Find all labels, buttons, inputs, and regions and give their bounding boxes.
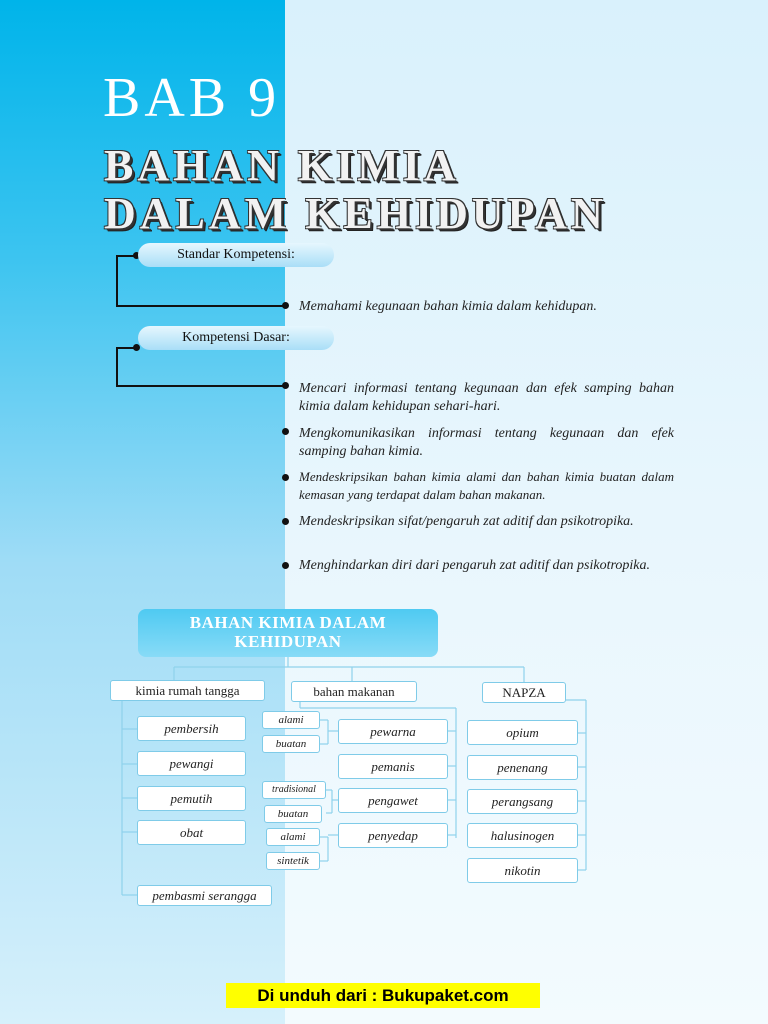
- makanan-sub-item: alami: [266, 828, 320, 846]
- napza-item: penenang: [467, 755, 578, 780]
- makanan-item: penyedap: [338, 823, 448, 848]
- makanan-item: pengawet: [338, 788, 448, 813]
- dasar-item: Mencari informasi tentang kegunaan dan efek samping bahan kimia dalam kehidupan sehari-hari.: [299, 381, 674, 414]
- rumah-tangga-item: pemutih: [137, 786, 246, 811]
- dasar-label: Kompetensi Dasar:: [138, 326, 334, 350]
- chapter-title-line1: BAHAN KIMIA: [104, 141, 460, 190]
- napza-item: perangsang: [467, 789, 578, 814]
- dasar-item: Mendeskripsikan sifat/pengaruh zat aditif dan psikotropika.: [299, 514, 634, 529]
- napza-item: halusinogen: [467, 823, 578, 848]
- download-source-link[interactable]: Di unduh dari : Bukupaket.com: [226, 983, 540, 1008]
- category-napza: NAPZA: [482, 682, 566, 703]
- napza-item: opium: [467, 720, 578, 745]
- rumah-tangga-item: pembersih: [137, 716, 246, 741]
- dasar-item: Menghindarkan diri dari pengaruh zat aditif dan psikotropika.: [299, 558, 651, 573]
- rumah-tangga-item: pembasmi serangga: [137, 885, 272, 906]
- concept-map-title: BAHAN KIMIA DALAM KEHIDUPAN: [138, 609, 438, 657]
- makanan-sub-item: alami: [262, 711, 320, 729]
- standar-item: Memahami kegunaan bahan kimia dalam kehidupan.: [299, 299, 597, 314]
- rumah-tangga-item: pewangi: [137, 751, 246, 776]
- makanan-sub-item: buatan: [262, 735, 320, 753]
- standar-label: Standar Kompetensi:: [138, 243, 334, 267]
- dasar-item: Mendeskripsikan bahan kimia alami dan bahan kimia buatan dalam kemasan yang terdapat dalam bahan makanan.: [299, 469, 674, 502]
- makanan-item: pemanis: [338, 754, 448, 779]
- dasar-item: Mengkomunikasikan informasi tentang kegunaan dan efek samping bahan kimia.: [299, 426, 674, 459]
- rumah-tangga-item: obat: [137, 820, 246, 845]
- makanan-item: pewarna: [338, 719, 448, 744]
- makanan-sub-item: sintetik: [266, 852, 320, 870]
- category-bahan-makanan: bahan makanan: [291, 681, 417, 702]
- chapter-number: BAB 9: [103, 67, 281, 129]
- makanan-sub-item: buatan: [264, 805, 322, 823]
- makanan-sub-item: tradisional: [262, 781, 326, 799]
- napza-item: nikotin: [467, 858, 578, 883]
- chapter-title-line2: DALAM KEHIDUPAN: [104, 189, 607, 238]
- category-rumah-tangga: kimia rumah tangga: [110, 680, 265, 701]
